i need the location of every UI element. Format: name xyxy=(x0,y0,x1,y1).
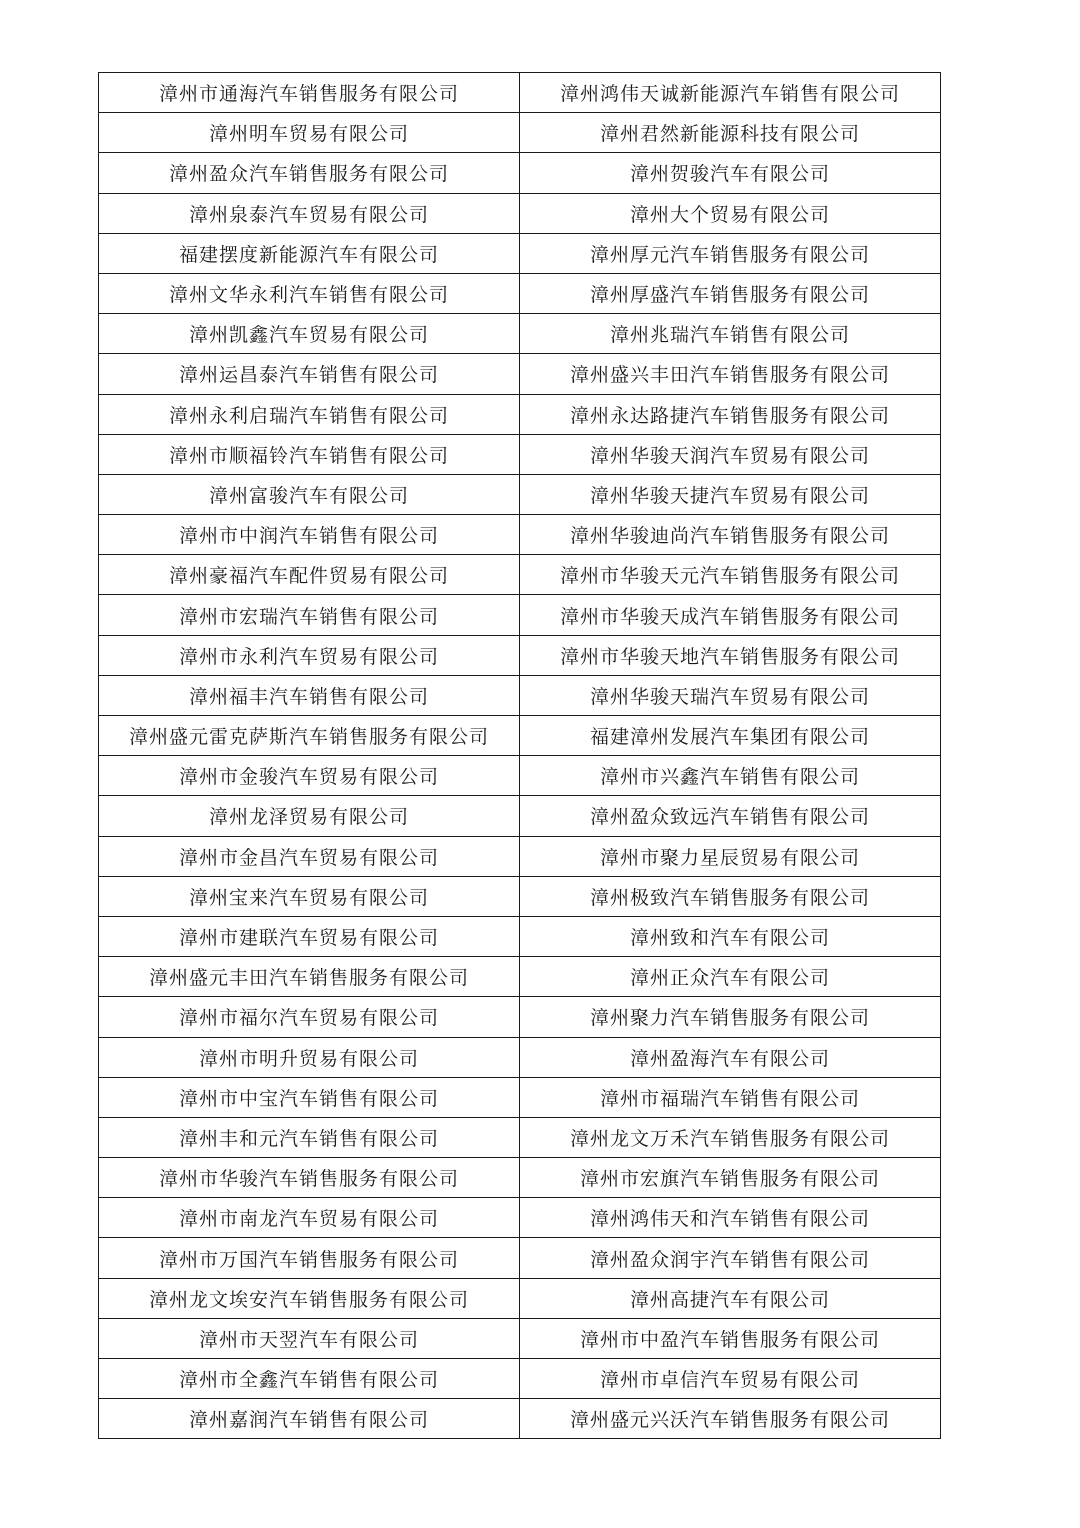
table-row xyxy=(99,1077,941,1117)
table-row xyxy=(99,916,941,956)
company-name-cell-left: 漳州盈众汽车销售服务有限公司 xyxy=(99,153,520,193)
company-name-cell-right: 漳州盈众致远汽车销售有限公司 xyxy=(520,796,941,836)
table-row xyxy=(99,233,941,273)
company-name-cell-left: 漳州市万国汽车销售服务有限公司 xyxy=(99,1238,520,1278)
company-name-cell-left: 漳州永利启瑞汽车销售有限公司 xyxy=(99,394,520,434)
company-name-cell-left: 漳州市永利汽车贸易有限公司 xyxy=(99,635,520,675)
table-row xyxy=(99,1238,941,1278)
table-row xyxy=(99,394,941,434)
company-name-cell-right: 漳州大个贸易有限公司 xyxy=(520,193,941,233)
company-name-cell-right: 漳州市福瑞汽车销售有限公司 xyxy=(520,1077,941,1117)
company-name-cell-left: 漳州市明升贸易有限公司 xyxy=(99,1037,520,1077)
company-name-cell-right: 漳州市中盈汽车销售服务有限公司 xyxy=(520,1318,941,1358)
company-name-cell-left: 漳州市全鑫汽车销售有限公司 xyxy=(99,1359,520,1399)
company-name-cell-right: 漳州极致汽车销售服务有限公司 xyxy=(520,876,941,916)
table-row xyxy=(99,1037,941,1077)
table-row xyxy=(99,1198,941,1238)
company-name-cell-right: 漳州市卓信汽车贸易有限公司 xyxy=(520,1359,941,1399)
company-name-cell-right: 漳州盈众润宇汽车销售有限公司 xyxy=(520,1238,941,1278)
table-row xyxy=(99,595,941,635)
company-name-cell-left: 漳州市南龙汽车贸易有限公司 xyxy=(99,1198,520,1238)
company-name-cell-left: 漳州市中润汽车销售有限公司 xyxy=(99,515,520,555)
table-row xyxy=(99,193,941,233)
table-row xyxy=(99,1318,941,1358)
table-row xyxy=(99,73,941,113)
company-name-cell-right: 漳州贺骏汽车有限公司 xyxy=(520,153,941,193)
company-name-cell-right: 漳州市华骏天元汽车销售服务有限公司 xyxy=(520,555,941,595)
company-name-cell-right: 漳州厚元汽车销售服务有限公司 xyxy=(520,233,941,273)
company-name-cell-right: 漳州盛元兴沃汽车销售服务有限公司 xyxy=(520,1399,941,1439)
table-row xyxy=(99,113,941,153)
table-row xyxy=(99,1158,941,1198)
table-row xyxy=(99,1117,941,1157)
company-name-cell-right: 漳州鸿伟天诚新能源汽车销售有限公司 xyxy=(520,73,941,113)
company-name-cell-right: 漳州高捷汽车有限公司 xyxy=(520,1278,941,1318)
company-name-cell-right: 漳州龙文万禾汽车销售服务有限公司 xyxy=(520,1117,941,1157)
company-name-cell-right: 漳州市聚力星辰贸易有限公司 xyxy=(520,836,941,876)
company-name-cell-left: 漳州市天翌汽车有限公司 xyxy=(99,1318,520,1358)
company-name-cell-left: 漳州市华骏汽车销售服务有限公司 xyxy=(99,1158,520,1198)
company-name-cell-right: 漳州永达路捷汽车销售服务有限公司 xyxy=(520,394,941,434)
company-name-cell-right: 漳州君然新能源科技有限公司 xyxy=(520,113,941,153)
company-name-cell-left: 福建摆度新能源汽车有限公司 xyxy=(99,233,520,273)
company-name-cell-left: 漳州宝来汽车贸易有限公司 xyxy=(99,876,520,916)
table-row xyxy=(99,675,941,715)
table-row xyxy=(99,1278,941,1318)
company-list-body xyxy=(99,73,941,1439)
company-name-cell-left: 漳州龙泽贸易有限公司 xyxy=(99,796,520,836)
table-row xyxy=(99,756,941,796)
table-row xyxy=(99,635,941,675)
company-name-cell-right: 漳州市华骏天成汽车销售服务有限公司 xyxy=(520,595,941,635)
table-row xyxy=(99,474,941,514)
company-name-cell-left: 漳州市通海汽车销售服务有限公司 xyxy=(99,73,520,113)
company-name-cell-left: 漳州福丰汽车销售有限公司 xyxy=(99,675,520,715)
company-name-cell-right: 漳州厚盛汽车销售服务有限公司 xyxy=(520,273,941,313)
table-row xyxy=(99,273,941,313)
table-row xyxy=(99,354,941,394)
company-name-cell-right: 漳州致和汽车有限公司 xyxy=(520,916,941,956)
company-name-cell-right: 漳州华骏天捷汽车贸易有限公司 xyxy=(520,474,941,514)
company-name-cell-left: 漳州市宏瑞汽车销售有限公司 xyxy=(99,595,520,635)
company-name-cell-left: 漳州市金昌汽车贸易有限公司 xyxy=(99,836,520,876)
company-name-cell-right: 漳州市宏旗汽车销售服务有限公司 xyxy=(520,1158,941,1198)
company-name-cell-left: 漳州泉泰汽车贸易有限公司 xyxy=(99,193,520,233)
company-name-cell-right: 漳州鸿伟天和汽车销售有限公司 xyxy=(520,1198,941,1238)
company-name-cell-left: 漳州市金骏汽车贸易有限公司 xyxy=(99,756,520,796)
table-row xyxy=(99,314,941,354)
company-name-cell-right: 漳州市华骏天地汽车销售服务有限公司 xyxy=(520,635,941,675)
table-row xyxy=(99,796,941,836)
company-name-cell-left: 漳州凯鑫汽车贸易有限公司 xyxy=(99,314,520,354)
company-name-cell-left: 漳州市顺福铃汽车销售有限公司 xyxy=(99,434,520,474)
company-name-cell-left: 漳州明车贸易有限公司 xyxy=(99,113,520,153)
company-name-cell-left: 漳州运昌泰汽车销售有限公司 xyxy=(99,354,520,394)
company-name-cell-right: 漳州正众汽车有限公司 xyxy=(520,957,941,997)
table-row xyxy=(99,515,941,555)
company-name-cell-left: 漳州市福尔汽车贸易有限公司 xyxy=(99,997,520,1037)
company-name-cell-left: 漳州盛元雷克萨斯汽车销售服务有限公司 xyxy=(99,716,520,756)
company-list-table xyxy=(98,72,941,1439)
company-name-cell-left: 漳州嘉润汽车销售有限公司 xyxy=(99,1399,520,1439)
company-name-cell-right: 漳州聚力汽车销售服务有限公司 xyxy=(520,997,941,1037)
company-name-cell-right: 漳州华骏天瑞汽车贸易有限公司 xyxy=(520,675,941,715)
company-name-cell-left: 漳州富骏汽车有限公司 xyxy=(99,474,520,514)
company-name-cell-right: 福建漳州发展汽车集团有限公司 xyxy=(520,716,941,756)
company-name-cell-left: 漳州文华永利汽车销售有限公司 xyxy=(99,273,520,313)
company-name-cell-left: 漳州盛元丰田汽车销售服务有限公司 xyxy=(99,957,520,997)
table-row xyxy=(99,876,941,916)
company-name-cell-left: 漳州市中宝汽车销售有限公司 xyxy=(99,1077,520,1117)
company-name-cell-right: 漳州市兴鑫汽车销售有限公司 xyxy=(520,756,941,796)
table-row xyxy=(99,1359,941,1399)
company-name-cell-left: 漳州丰和元汽车销售有限公司 xyxy=(99,1117,520,1157)
company-name-cell-right: 漳州兆瑞汽车销售有限公司 xyxy=(520,314,941,354)
company-name-cell-right: 漳州华骏迪尚汽车销售服务有限公司 xyxy=(520,515,941,555)
company-name-cell-left: 漳州龙文埃安汽车销售服务有限公司 xyxy=(99,1278,520,1318)
company-name-cell-right: 漳州华骏天润汽车贸易有限公司 xyxy=(520,434,941,474)
table-row xyxy=(99,716,941,756)
company-name-cell-right: 漳州盛兴丰田汽车销售服务有限公司 xyxy=(520,354,941,394)
company-name-cell-left: 漳州市建联汽车贸易有限公司 xyxy=(99,916,520,956)
table-row xyxy=(99,997,941,1037)
table-row xyxy=(99,434,941,474)
table-row xyxy=(99,1399,941,1439)
table-row xyxy=(99,153,941,193)
table-row xyxy=(99,957,941,997)
table-row xyxy=(99,836,941,876)
company-name-cell-right: 漳州盈海汽车有限公司 xyxy=(520,1037,941,1077)
company-name-cell-left: 漳州豪福汽车配件贸易有限公司 xyxy=(99,555,520,595)
table-row xyxy=(99,555,941,595)
